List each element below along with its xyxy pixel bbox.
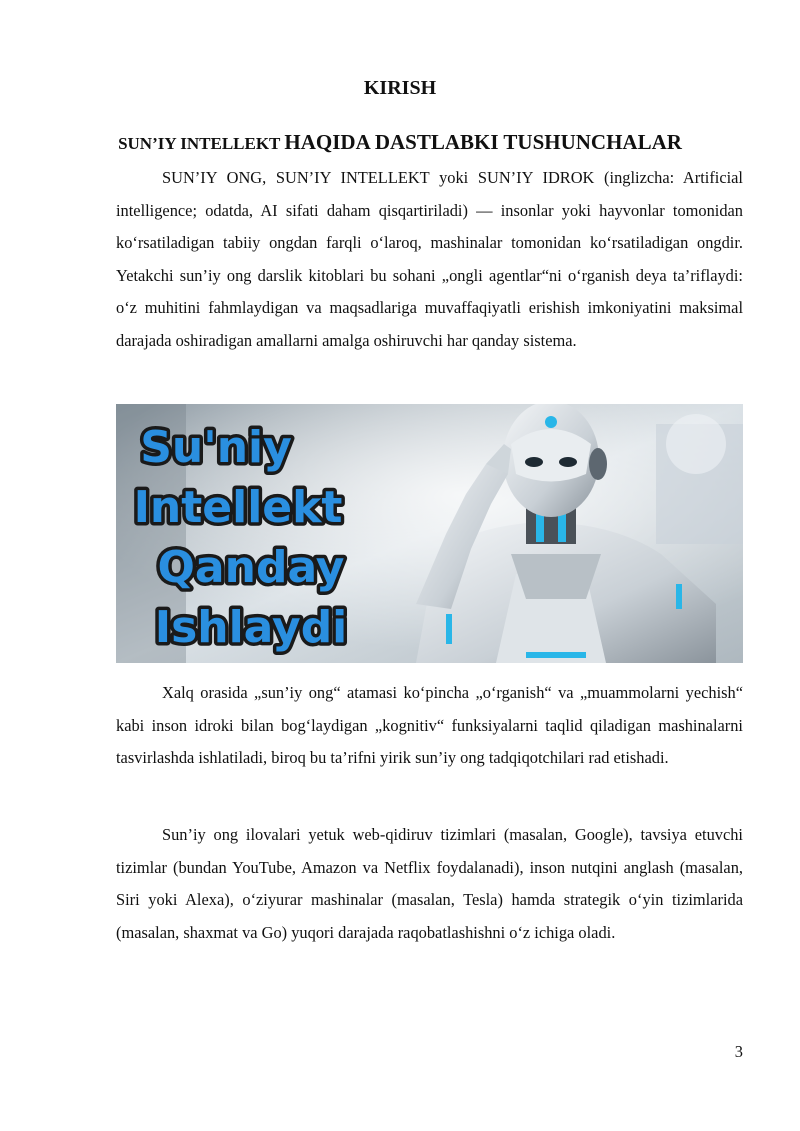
paragraph-intro: SUN’IY ONG, SUN’IY INTELLEKT yoki SUN’IY IDROK (inglizcha: Artificial intelligence; odatda, AI sifati daham qisqartiriladi) — insonlar yoki hayvonlar tomonidan ko‘rsatiladigan tabiiy ongdan farqli o‘laroq, mashinalar tomonidan ko‘rsatiladigan ongdir. Yetakchi sun’iy ong darslik kitoblari bu sohani „ongli agentlar“ni o‘rganish deya ta’riflaydi: o‘z muhitini fahmlaydigan va maqsadlariga muvaffaqiyatli erishish imkoniyatini maksimal darajada oshiradigan amallarni amalga oshiruvchi har qanday sistema. (116, 168, 743, 350)
overlay-line-4: Ishlaydi (154, 602, 348, 653)
section-subtitle (0, 130, 800, 155)
paragraph-applications: Sun’iy ong ilovalari yetuk web-qidiruv tizimlari (masalan, Google), tavsiya etuvchi tizimlar (bundan YouTube, Amazon va Netflix foydalanadi), inson nutqini anglash (masalan, Siri yoki Alexa), o‘ziyurar mashinalar (masalan, Tesla) hamda strategik o‘yin tizimlarida (masalan, shaxmat va Go) yuqori darajada raqobatlashishni o‘z ichiga oladi. (116, 825, 743, 942)
page-number: 3 (734, 1042, 743, 1061)
overlay-line-1: Su'niy (140, 422, 292, 473)
paragraph-popular-usage: Xalq orasida „sun’iy ong“ atamasi ko‘pincha „o‘rganish“ va „muammolarni yechish“ kabi inson idroki bilan bog‘laydigan „kognitiv“ funksiyalarni taqlid qiladigan mashinalarni tasvirlashda ishlatiladi, biroq bu ta’rifni yirik sun’iy ong tadqiqotchilari rad etishadi. (116, 683, 743, 768)
ai-robot-illustration (116, 404, 743, 663)
section-title: KIRISH (363, 77, 437, 99)
subtitle-part-1: SUN’IY INTELLEKT (118, 134, 281, 153)
overlay-line-2: Intellekt (133, 482, 343, 533)
subtitle-part-2: HAQIDA DASTLABKI TUSHUNCHALAR (284, 130, 682, 154)
overlay-line-3: Qanday (157, 542, 345, 593)
